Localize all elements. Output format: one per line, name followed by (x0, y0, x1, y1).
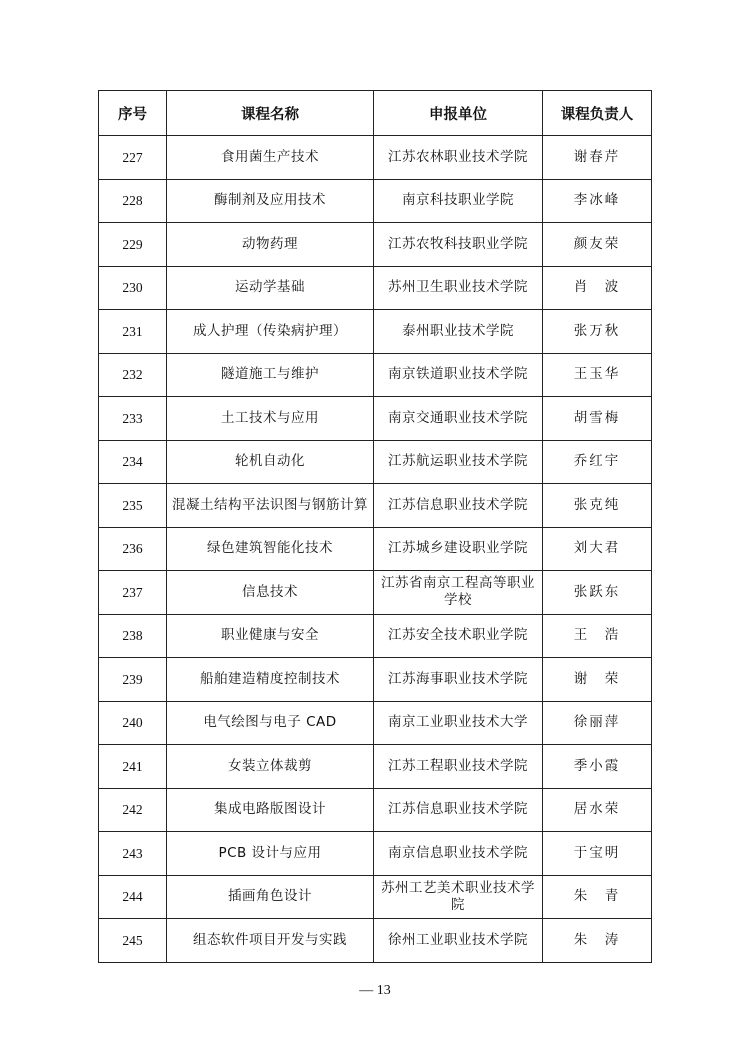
institution-cell: 徐州工业职业技术学院 (374, 919, 543, 963)
institution-cell: 江苏信息职业技术学院 (374, 484, 543, 528)
table-row (99, 440, 652, 484)
course-lead-cell: 肖 波 (543, 266, 652, 310)
course-name-cell: 职业健康与安全 (167, 614, 374, 658)
header-course-lead: 课程负责人 (543, 91, 652, 136)
course-lead-cell: 王玉华 (543, 353, 652, 397)
institution-cell: 南京工业职业技术大学 (374, 701, 543, 745)
table-row (99, 614, 652, 658)
institution-cell: 苏州工艺美术职业技术学院 (374, 875, 543, 919)
course-name-cell: 组态软件项目开发与实践 (167, 919, 374, 963)
course-name-cell: 电气绘图与电子 CAD (167, 701, 374, 745)
course-lead-cell: 朱 青 (543, 875, 652, 919)
course-lead-cell: 谢春芹 (543, 136, 652, 180)
table-header (99, 91, 652, 136)
table-row (99, 484, 652, 528)
institution-cell: 江苏海事职业技术学院 (374, 658, 543, 702)
course-name-cell: 女装立体裁剪 (167, 745, 374, 789)
serial-cell: 235 (99, 484, 167, 528)
serial-cell: 240 (99, 701, 167, 745)
serial-cell: 241 (99, 745, 167, 789)
course-lead-cell: 季小霞 (543, 745, 652, 789)
course-name-cell: 混凝土结构平法识图与钢筋计算 (167, 484, 374, 528)
course-name-cell: 隧道施工与维护 (167, 353, 374, 397)
institution-cell: 江苏省南京工程高等职业学校 (374, 571, 543, 615)
course-name-cell: 集成电路版图设计 (167, 788, 374, 832)
table-body (99, 136, 652, 963)
course-lead-cell: 王 浩 (543, 614, 652, 658)
institution-cell: 江苏城乡建设职业学院 (374, 527, 543, 571)
serial-cell: 237 (99, 571, 167, 615)
institution-cell: 江苏农林职业技术学院 (374, 136, 543, 180)
course-lead-cell: 李冰峰 (543, 179, 652, 223)
serial-cell: 239 (99, 658, 167, 702)
serial-cell: 229 (99, 223, 167, 267)
course-lead-cell: 谢 荣 (543, 658, 652, 702)
course-name-cell: 绿色建筑智能化技术 (167, 527, 374, 571)
table-row (99, 788, 652, 832)
institution-cell: 江苏航运职业技术学院 (374, 440, 543, 484)
course-lead-cell: 乔红宇 (543, 440, 652, 484)
course-name-cell: 轮机自动化 (167, 440, 374, 484)
institution-cell: 南京铁道职业技术学院 (374, 353, 543, 397)
serial-cell: 242 (99, 788, 167, 832)
course-lead-cell: 朱 涛 (543, 919, 652, 963)
course-name-cell: 食用菌生产技术 (167, 136, 374, 180)
table-row (99, 701, 652, 745)
table-row (99, 266, 652, 310)
course-table (98, 90, 652, 963)
course-lead-cell: 徐丽萍 (543, 701, 652, 745)
serial-cell: 230 (99, 266, 167, 310)
serial-cell: 227 (99, 136, 167, 180)
table-row (99, 527, 652, 571)
course-lead-cell: 张克纯 (543, 484, 652, 528)
table-row (99, 136, 652, 180)
table-row (99, 832, 652, 876)
table-row (99, 875, 652, 919)
serial-cell: 232 (99, 353, 167, 397)
institution-cell: 南京科技职业学院 (374, 179, 543, 223)
institution-cell: 江苏信息职业技术学院 (374, 788, 543, 832)
serial-cell: 245 (99, 919, 167, 963)
serial-cell: 231 (99, 310, 167, 354)
course-name-cell: 信息技术 (167, 571, 374, 615)
institution-cell: 苏州卫生职业技术学院 (374, 266, 543, 310)
table-row (99, 745, 652, 789)
institution-cell: 江苏安全技术职业学院 (374, 614, 543, 658)
course-lead-cell: 于宝明 (543, 832, 652, 876)
serial-cell: 238 (99, 614, 167, 658)
institution-cell: 南京信息职业技术学院 (374, 832, 543, 876)
serial-cell: 236 (99, 527, 167, 571)
course-name-cell: 运动学基础 (167, 266, 374, 310)
header-row (99, 91, 652, 136)
page-number: — 13 (359, 983, 391, 998)
serial-cell: 228 (99, 179, 167, 223)
course-lead-cell: 居水荣 (543, 788, 652, 832)
table-row (99, 223, 652, 267)
course-name-cell: 土工技术与应用 (167, 397, 374, 441)
table-row (99, 571, 652, 615)
course-lead-cell: 颜友荣 (543, 223, 652, 267)
institution-cell: 江苏工程职业技术学院 (374, 745, 543, 789)
course-lead-cell: 胡雪梅 (543, 397, 652, 441)
course-name-cell: 酶制剂及应用技术 (167, 179, 374, 223)
course-name-cell: 船舶建造精度控制技术 (167, 658, 374, 702)
institution-cell: 江苏农牧科技职业学院 (374, 223, 543, 267)
table-row (99, 919, 652, 963)
course-lead-cell: 张跃东 (543, 571, 652, 615)
serial-cell: 234 (99, 440, 167, 484)
course-name-cell: 成人护理（传染病护理） (167, 310, 374, 354)
serial-cell: 233 (99, 397, 167, 441)
header-course-name: 课程名称 (167, 91, 374, 136)
course-name-cell: 插画角色设计 (167, 875, 374, 919)
course-name-cell: 动物药理 (167, 223, 374, 267)
serial-cell: 243 (99, 832, 167, 876)
institution-cell: 南京交通职业技术学院 (374, 397, 543, 441)
course-name-cell: PCB 设计与应用 (167, 832, 374, 876)
course-lead-cell: 刘大君 (543, 527, 652, 571)
header-serial: 序号 (99, 91, 167, 136)
serial-cell: 244 (99, 875, 167, 919)
institution-cell: 泰州职业技术学院 (374, 310, 543, 354)
table-row (99, 310, 652, 354)
table-row (99, 179, 652, 223)
table-row (99, 397, 652, 441)
course-lead-cell: 张万秋 (543, 310, 652, 354)
header-institution: 申报单位 (374, 91, 543, 136)
table-row (99, 353, 652, 397)
table-row (99, 658, 652, 702)
